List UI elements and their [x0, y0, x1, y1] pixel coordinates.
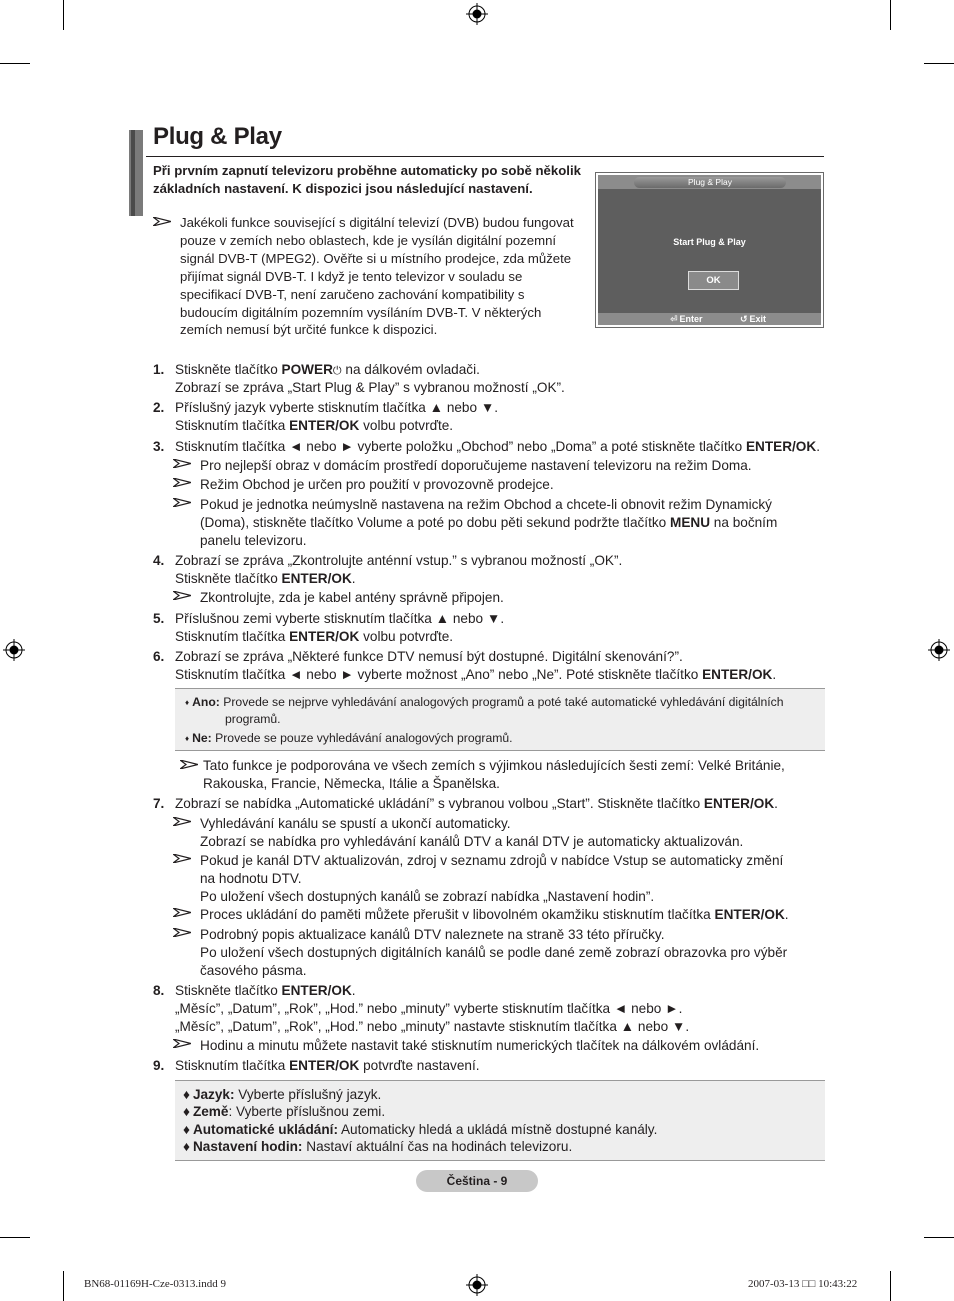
- note-text: Zkontrolujte, zda je kabel antény správně připojen.: [200, 590, 504, 605]
- note-text: Hodinu a minutu můžete nastavit také stisknutím numerických tlačítek na dálkovém ovládání.: [200, 1038, 760, 1053]
- bullet-diamond-icon: ♦: [183, 1087, 190, 1102]
- options-box: [175, 688, 825, 751]
- tv-menu-title: Plug & Play: [634, 177, 786, 188]
- note-text: panelu televizoru.: [200, 533, 307, 548]
- tv-menu-message: Start Plug & Play: [673, 237, 746, 247]
- step-text: Příslušnou zemi vyberte stisknutím tlačítka ▲ nebo ▼.: [175, 611, 505, 626]
- key-label: ENTER/OK: [745, 439, 817, 454]
- note-arrow-icon: [173, 928, 191, 937]
- step-text: Zobrazí se zpráva „Start Plug & Play” s vybranou možností „OK”.: [175, 380, 565, 395]
- title-divider: [146, 156, 824, 157]
- note-text: na hodnotu DTV.: [200, 871, 302, 886]
- note-text: Zobrazí se nabídka pro vyhledávání kanálů DTV a kanál DTV je automaticky aktualizován.: [200, 834, 744, 849]
- intro-text: Při prvním zapnutí televizoru proběhne automaticky po sobě několik základních nastavení. K dispozici jsou následující nastavení.: [153, 163, 581, 196]
- note-text: .: [784, 907, 789, 922]
- crop-mark: [0, 1237, 30, 1238]
- step-text: .: [351, 571, 356, 586]
- intro-note: Jakékoli funkce související s digitální televizí (DVB) budou fungovat pouze v zemích nebo oblastech, kde je vysílán digitální pozemní signál DVB-T (MPEG2). Ověřte si u místního prodejce, zda můžete přijímat signál DVB-T. I když je tento televizor v souladu se specifikací DVB-T, není zaručeno zachování kompatibility s budoucím digitálním pozemním vysíláním DVB-T. V některých zemích nemusí být určité funkce k dispozici.: [180, 215, 574, 338]
- step-text: Příslušný jazyk vyberte stisknutím tlačítka ▲ nebo ▼.: [175, 400, 499, 415]
- step-text: Zobrazí se zpráva „Zkontrolujte anténní vstup.” s vybranou možností „OK”.: [175, 553, 623, 568]
- note-arrow-icon: [173, 854, 191, 863]
- step-number: 3.: [153, 439, 165, 454]
- registration-mark-icon: [466, 3, 488, 25]
- print-slug-right: 2007-03-13 □□ 10:43:22: [748, 1278, 858, 1290]
- note-arrow-icon: [173, 498, 191, 507]
- note-text: Pokud je jednotka neúmyslně nastavena na režim Obchod a chcete-li obnovit režim Dynamický: [200, 497, 772, 512]
- note-text: Po uložení všech dostupných digitálních kanálů se podle dané země zobrazí obrazovka pro výběr: [200, 945, 788, 960]
- power-key-label: POWER: [281, 362, 333, 377]
- crop-mark: [890, 1271, 891, 1301]
- note-arrow-icon: [173, 478, 191, 487]
- step-text: Stiskněte tlačítko: [175, 983, 282, 998]
- note-text: Proces ukládání do paměti můžete přerušit v libovolném okamžiku stisknutím tlačítka: [200, 907, 715, 922]
- summary-label: Nastavení hodin:: [192, 1139, 303, 1154]
- note-arrow-icon: [180, 760, 198, 769]
- note-arrow-icon: [173, 459, 191, 468]
- summary-box: [175, 1080, 825, 1161]
- crop-mark: [0, 63, 30, 64]
- key-label: ENTER/OK: [281, 571, 352, 586]
- note-arrow-icon: [173, 1039, 191, 1048]
- key-label: ENTER/OK: [281, 983, 352, 998]
- step-number: 9.: [153, 1058, 165, 1073]
- summary-label: Země: [192, 1104, 229, 1119]
- note-arrow-icon: [173, 591, 191, 600]
- key-label: ENTER/OK: [702, 667, 773, 682]
- step-text: .: [774, 796, 778, 811]
- tv-exit-label: Exit: [749, 314, 767, 324]
- step-text: na dálkovém ovladači.: [341, 362, 480, 377]
- step-text: volbu potvrďte.: [359, 629, 454, 644]
- step-text: Stisknutím tlačítka: [175, 1058, 290, 1073]
- bullet-diamond-icon: ♦: [183, 1139, 190, 1154]
- summary-label: Jazyk:: [192, 1087, 235, 1102]
- key-label: ENTER/OK: [703, 796, 775, 811]
- step-text: „Měsíc”, „Datum”, „Rok”, „Hod.” nebo „minuty” vyberte stisknutím tlačítka ◄ nebo ►.: [175, 1001, 683, 1016]
- step-text: Stisknutím tlačítka ◄ nebo ► vyberte položku „Obchod” nebo „Doma” a poté stiskněte tlačítko: [175, 439, 746, 454]
- return-icon: ↺: [740, 314, 748, 324]
- page-title: Plug & Play: [153, 123, 282, 150]
- crop-mark: [924, 1237, 954, 1238]
- registration-mark-icon: [466, 1274, 488, 1296]
- note-text: (Doma), stiskněte tlačítko Volume a poté po dobu pěti sekund podržte tlačítko: [200, 515, 670, 530]
- crop-mark: [63, 0, 64, 30]
- note-arrow-icon: [173, 817, 191, 826]
- option-text: Provede se nejprve vyhledávání analogových programů a poté také automatické vyhledávání digitálních: [219, 695, 784, 709]
- step-text: Zobrazí se zpráva „Některé funkce DTV nemusí být dostupné. Digitální skenování?”.: [175, 649, 683, 664]
- tv-ok-button: OK: [688, 271, 739, 290]
- option-text: programů.: [225, 712, 281, 726]
- step-text: Stisknutím tlačítka: [175, 629, 290, 644]
- step-number: 5.: [153, 611, 165, 626]
- step-text: Stiskněte tlačítko: [175, 571, 282, 586]
- step-text: Stiskněte tlačítko: [175, 362, 282, 377]
- note-text: Podrobný popis aktualizace kanálů DTV naleznete na straně 33 této příručky.: [200, 927, 665, 942]
- step-text: potvrďte nastavení.: [359, 1058, 480, 1073]
- step-text: „Měsíc”, „Datum”, „Rok”, „Hod.” nebo „minuty” nastavte stisknutím tlačítka ▲ nebo ▼.: [175, 1019, 690, 1034]
- summary-text: Automaticky hledá a ukládá místně dostupné kanály.: [337, 1122, 658, 1137]
- summary-text: Nastaví aktuální čas na hodinách televizoru.: [302, 1139, 573, 1154]
- bullet-diamond-icon: ♦: [185, 734, 190, 743]
- crop-mark: [63, 1271, 64, 1301]
- key-label: ENTER/OK: [289, 1058, 360, 1073]
- note-text: na bočním: [710, 515, 778, 530]
- title-accent-bar-inner: [131, 130, 135, 216]
- step-number: 6.: [153, 649, 165, 664]
- step-number: 4.: [153, 553, 165, 568]
- tv-enter-label: Enter: [679, 314, 703, 324]
- note-text: Po uložení všech dostupných kanálů se zobrazí nabídka „Nastavení hodin”.: [200, 889, 655, 904]
- note-text: Pro nejlepší obraz v domácím prostředí doporučujeme nastavení televizoru na režim Doma.: [200, 458, 752, 473]
- page-number: Čeština - 9: [416, 1170, 538, 1192]
- note-text: Rakouska, Francie, Německa, Itálie a Španělska.: [203, 776, 500, 791]
- key-label: ENTER/OK: [289, 418, 360, 433]
- step-text: Stisknutím tlačítka: [175, 418, 290, 433]
- registration-mark-icon: [3, 639, 25, 661]
- step-text: .: [816, 439, 820, 454]
- crop-mark: [890, 0, 891, 30]
- bullet-diamond-icon: ♦: [183, 1122, 190, 1137]
- note-text: Tato funkce je podporována ve všech zemích s výjimkou následujících šesti zemí: Velké Británie,: [203, 758, 785, 773]
- step-text: Zobrazí se nabídka „Automatické ukládání” s vybranou volbou „Start”. Stiskněte tlačítko: [175, 796, 704, 811]
- step-text: volbu potvrďte.: [359, 418, 454, 433]
- option-label: Ano:: [192, 695, 220, 709]
- summary-label: Automatické ukládání:: [192, 1122, 338, 1137]
- tv-menu-screenshot: [595, 172, 824, 328]
- bullet-diamond-icon: ♦: [185, 698, 190, 707]
- print-slug-left: BN68-01169H-Cze-0313.indd 9: [84, 1278, 226, 1290]
- option-text: Provede se pouze vyhledávání analogových programů.: [211, 731, 513, 745]
- step-text: .: [772, 667, 777, 682]
- step-number: 1.: [153, 362, 165, 377]
- note-text: časového pásma.: [200, 963, 307, 978]
- key-label: ENTER/OK: [289, 629, 360, 644]
- summary-text: Vyberte příslušný jazyk.: [234, 1087, 382, 1102]
- key-label: MENU: [670, 515, 711, 530]
- step-text: .: [351, 983, 356, 998]
- enter-icon: ⏎: [670, 314, 678, 324]
- step-text: Stisknutím tlačítka ◄ nebo ► vyberte možnost „Ano” nebo „Ne”. Poté stiskněte tlačítko: [175, 667, 703, 682]
- note-text: Pokud je kanál DTV aktualizován, zdroj v seznamu zdrojů v nabídce Vstup se automaticky změní: [200, 853, 784, 868]
- note-text: Vyhledávání kanálu se spustí a ukončí automaticky.: [200, 816, 511, 831]
- power-icon: ⏻: [332, 365, 342, 377]
- option-label: Ne:: [192, 731, 212, 745]
- bullet-diamond-icon: ♦: [183, 1104, 190, 1119]
- step-number: 2.: [153, 400, 165, 415]
- key-label: ENTER/OK: [714, 907, 785, 922]
- note-arrow-icon: [173, 908, 191, 917]
- step-number: 8.: [153, 983, 165, 998]
- crop-mark: [924, 63, 954, 64]
- note-text: Režim Obchod je určen pro použití v provozovně prodejce.: [200, 477, 554, 492]
- summary-text: : Vyberte příslušnou zemi.: [228, 1104, 386, 1119]
- step-number: 7.: [153, 796, 165, 811]
- registration-mark-icon: [928, 639, 950, 661]
